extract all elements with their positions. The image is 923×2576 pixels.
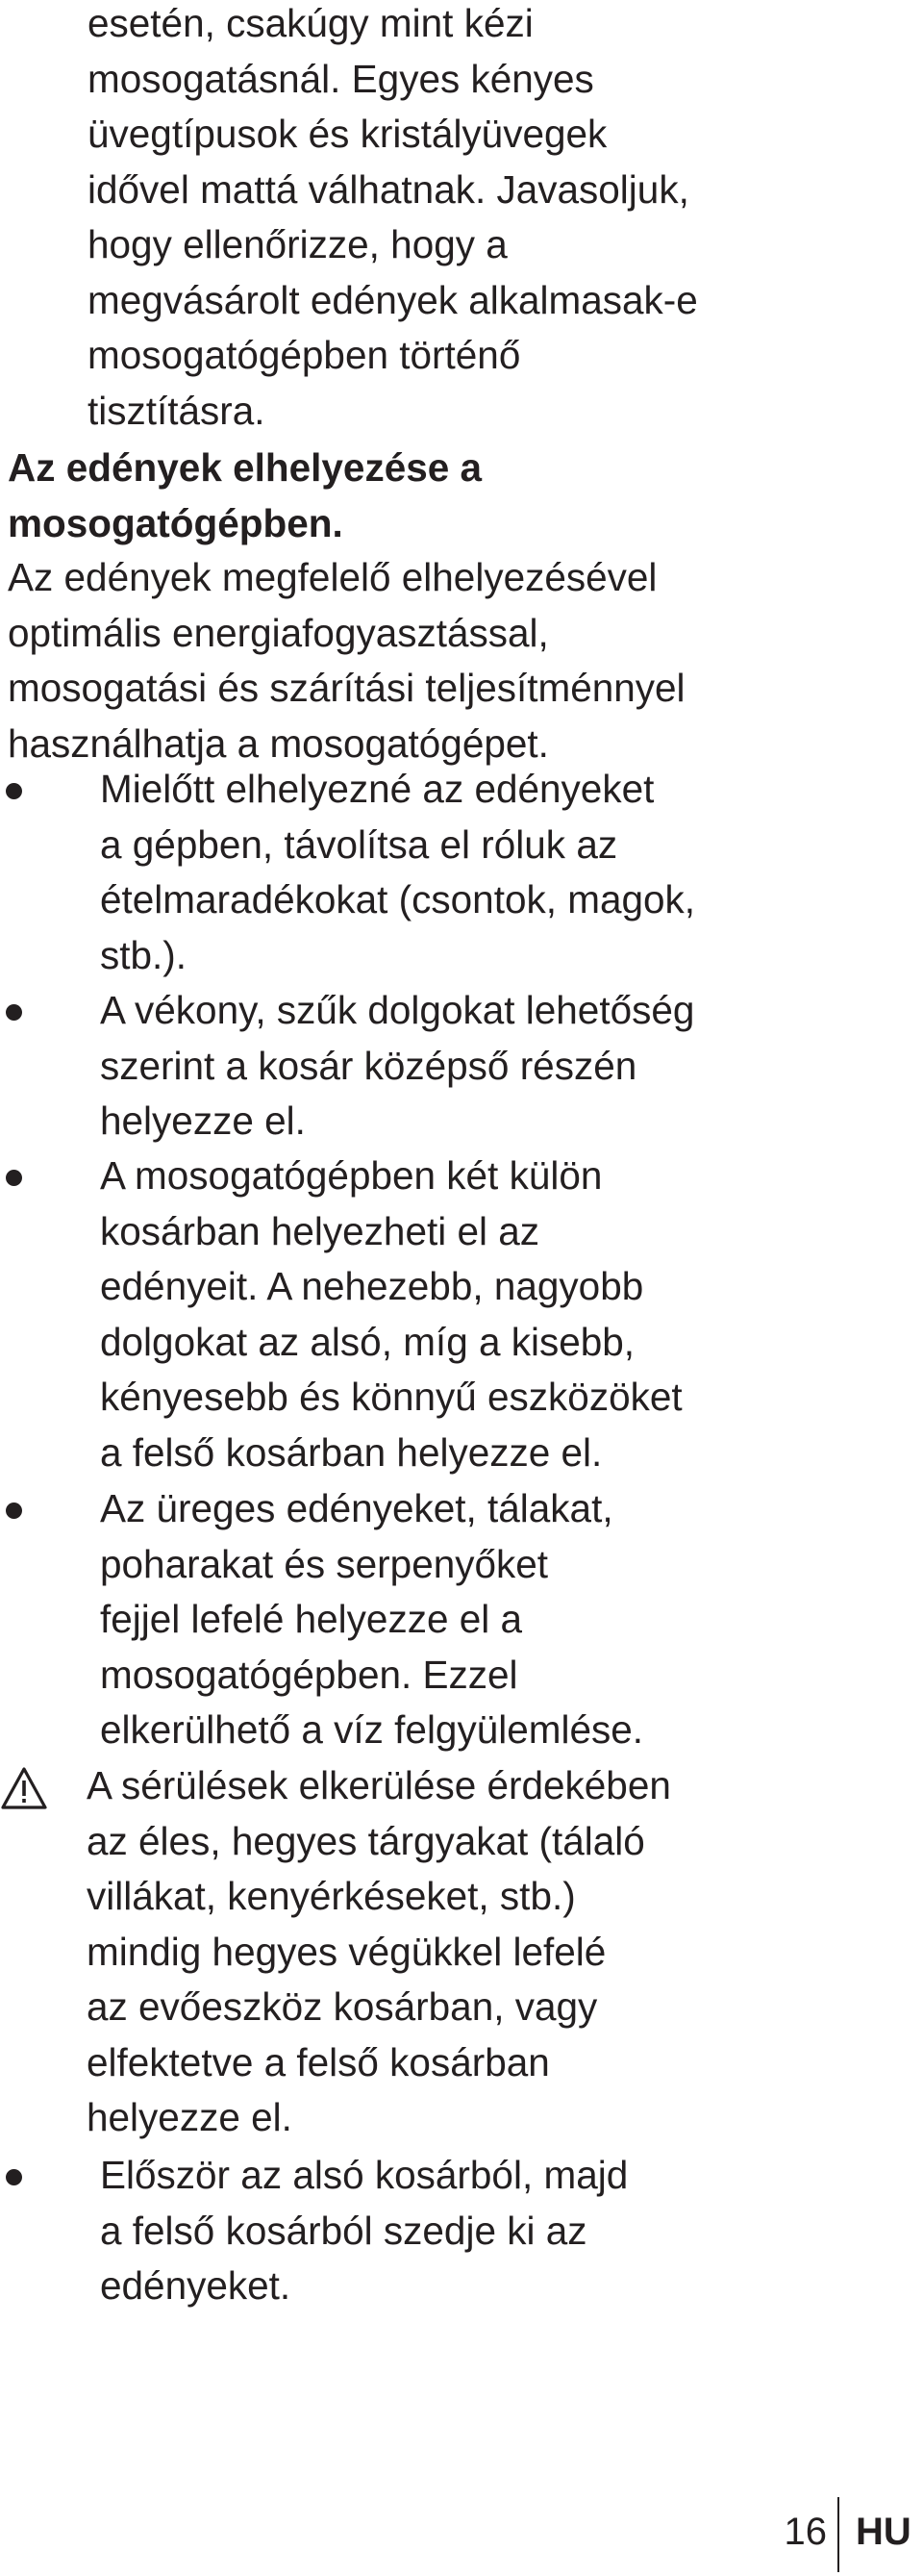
list-item-text: Mielőtt elhelyezné az edényeket a gépben, távolítsa el róluk az ételmaradékokat (csontok, magok, stb.).: [100, 767, 696, 977]
intro-paragraph: esetén, csakúgy mint kézi mosogatásnál. Egyes kényes üvegtípusok és kristályüvegek idővel mattá válhatnak. Javasoljuk, hogy ellenőrizze, hogy a megvásárolt edények alkalmasak-e mosogatógépben történő tisztításra.: [87, 1, 698, 433]
bullet-icon: [6, 783, 22, 799]
list-item-text: Először az alsó kosárból, majd a felső kosárból szedje ki az edényeket.: [100, 2153, 629, 2308]
warning-triangle-icon: [0, 1766, 48, 1810]
bullet-icon: [6, 2169, 22, 2185]
bullet-icon: [6, 1004, 22, 1021]
section-heading: Az edények elhelyezése a mosogatógépben.: [8, 445, 483, 545]
bullet-icon: [6, 1503, 22, 1519]
warning-text: A sérülések elkerülése érdekében az éles, hegyes tárgyakat (tálaló villákat, kenyérkéseket, stb.) mindig hegyes végükkel lefelé az evőeszköz kosárban, vagy elfektetve a felső kosárban helyezze el.: [87, 1763, 671, 2139]
page-footer: [0, 2497, 923, 2572]
bullet-icon: [6, 1170, 22, 1186]
page-number: 16: [784, 2511, 827, 2553]
language-code: HU: [856, 2511, 911, 2553]
list-item-text: Az üreges edényeket, tálakat, poharakat és serpenyőket fejjel lefelé helyezze el a mosogatógépben. Ezzel elkerülhető a víz felgyülemlése.: [100, 1486, 644, 1752]
footer-divider: [837, 2497, 839, 2572]
list-item-text: A mosogatógépben két külön kosárban helyezheti el az edényeit. A nehezebb, nagyobb dolgokat az alsó, míg a kisebb, kényesebb és könnyű eszközöket a felső kosárban helyezze el.: [100, 1153, 683, 1475]
list-item-text: A vékony, szűk dolgokat lehetőség szerint a kosár középső részén helyezze el.: [100, 988, 695, 1143]
section-paragraph: Az edények megfelelő elhelyezésével optimális energiafogyasztással, mosogatási és szárítási teljesítménnyel használhatja a mosogatógépet.: [8, 555, 686, 766]
